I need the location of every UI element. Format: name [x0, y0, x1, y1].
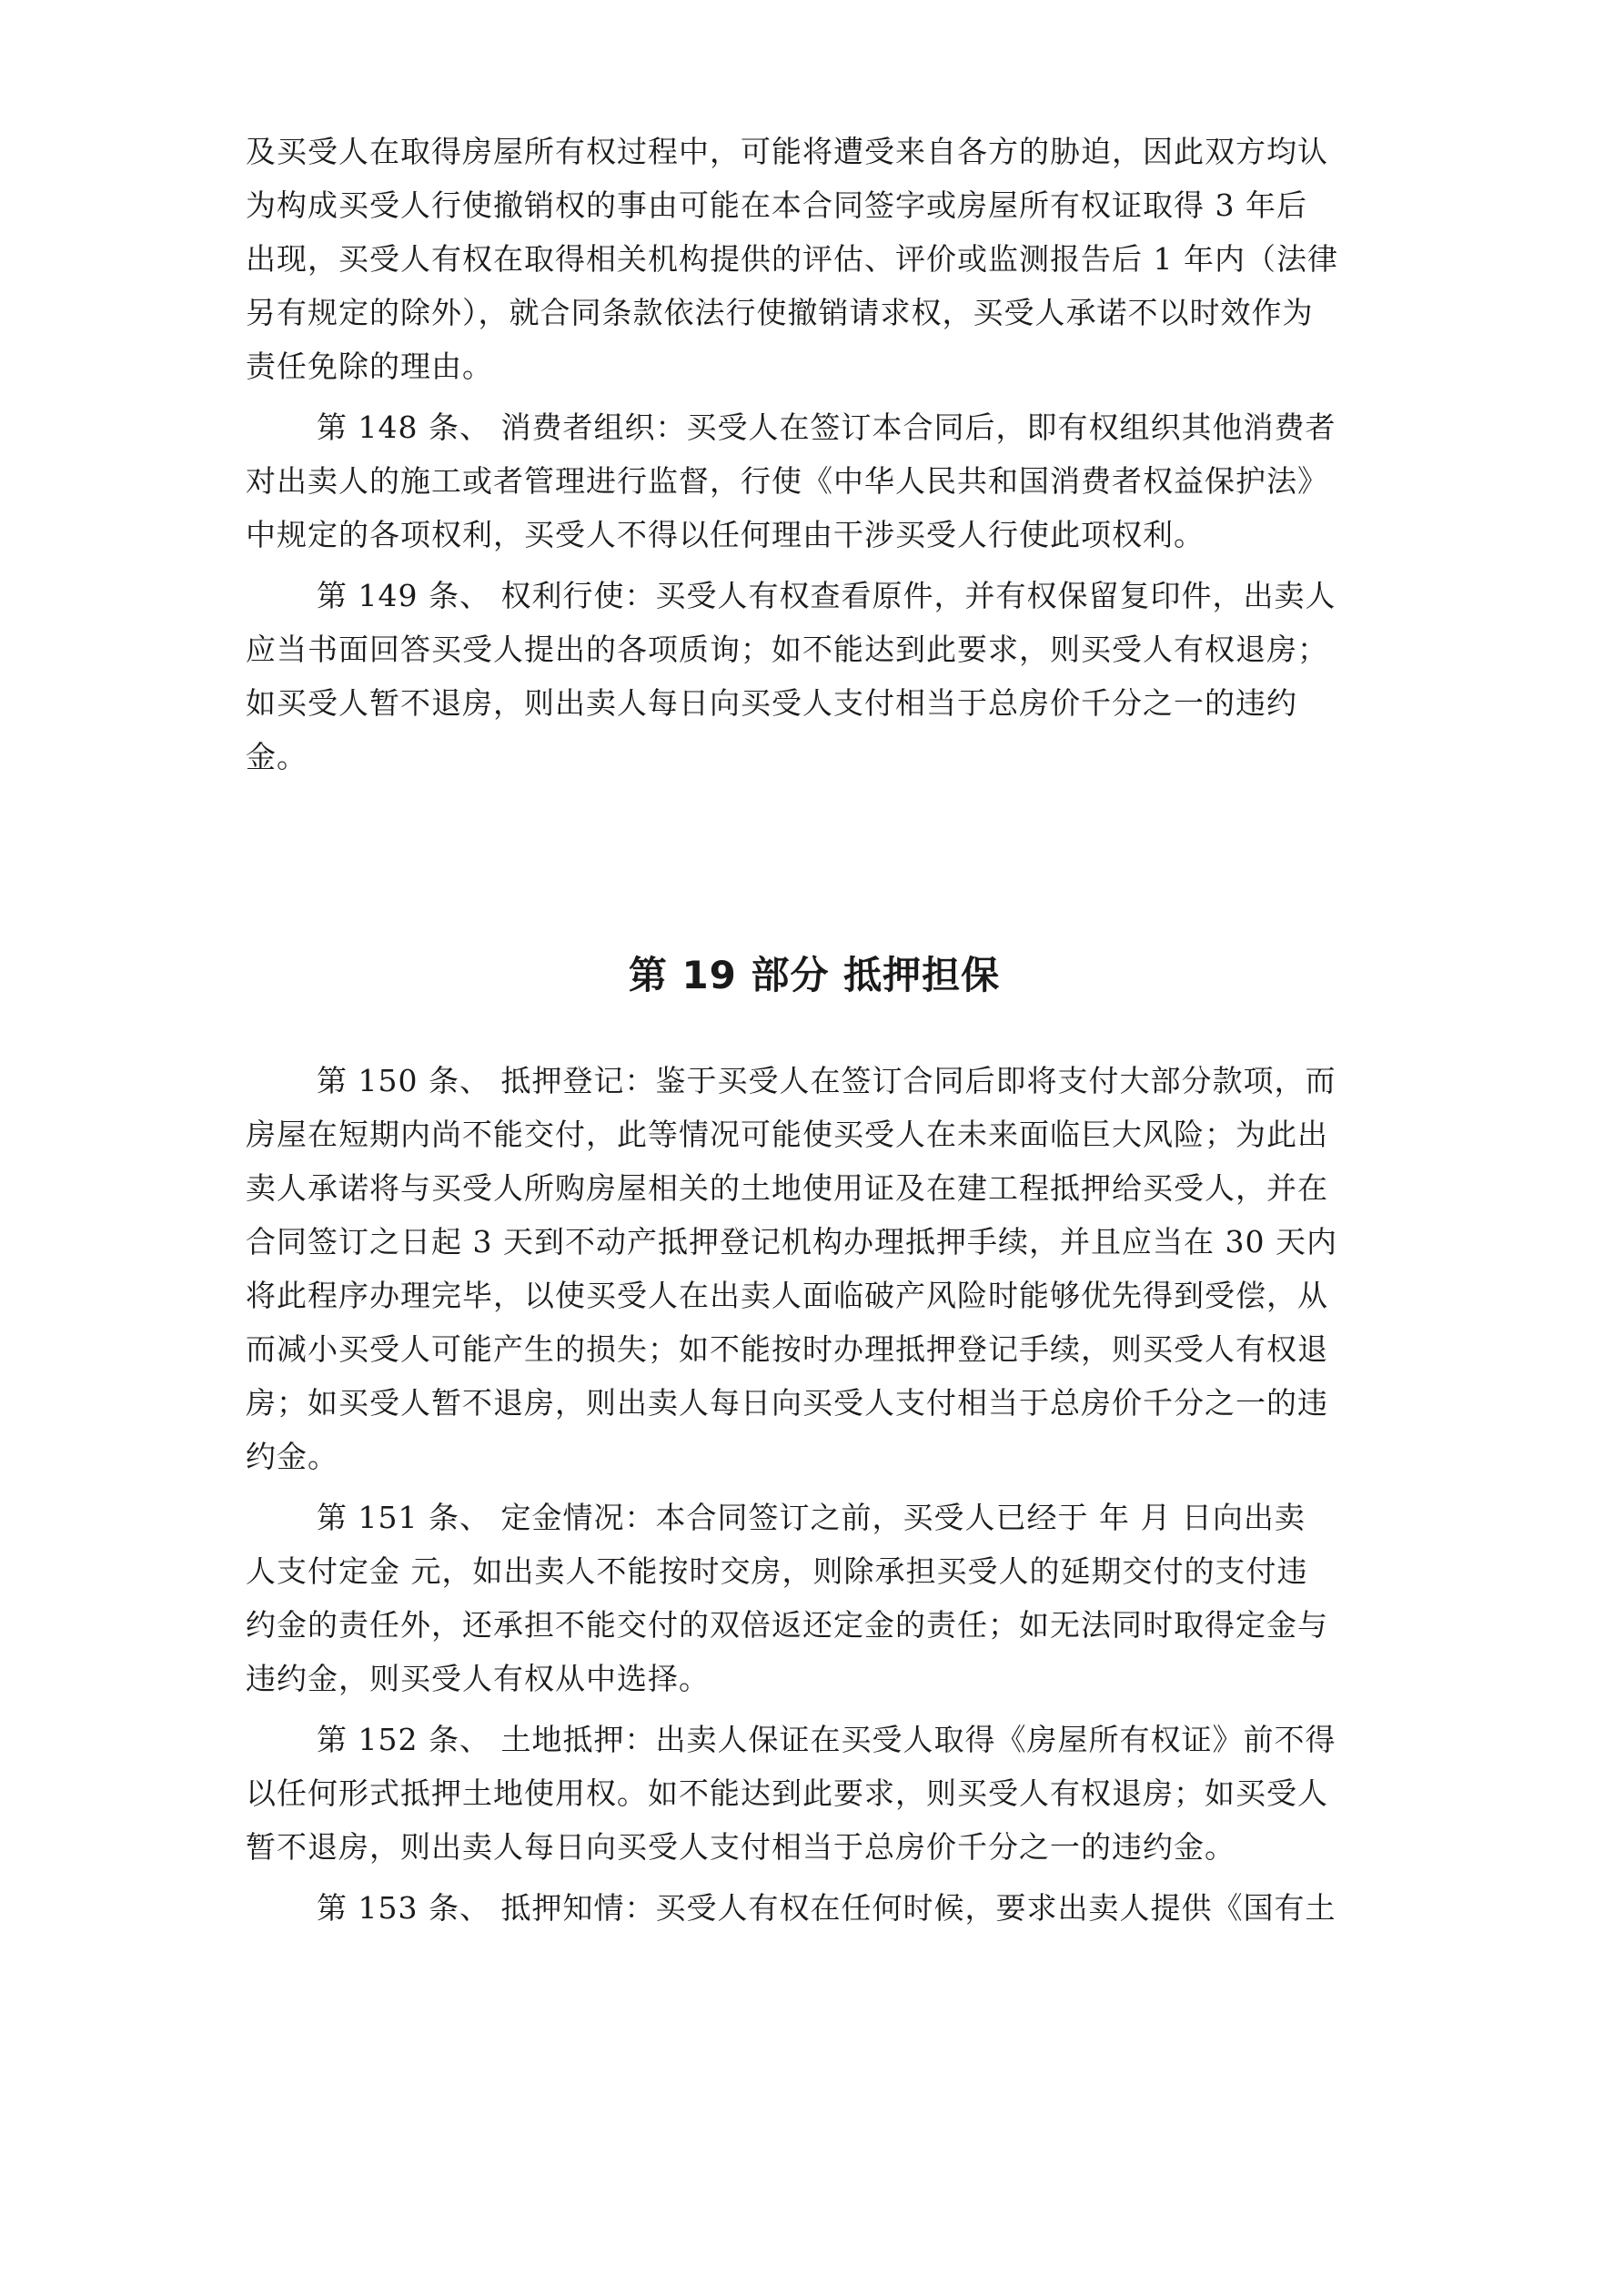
paragraph-line: 第 152 条、 土地抵押：出卖人保证在买受人取得《房屋所有权证》前不得 [317, 1722, 1337, 1757]
paragraph-line: 及买受人在取得房屋所有权过程中，可能将遭受来自各方的胁迫，因此双方均认 [246, 134, 1328, 169]
paragraph-line: 为构成买受人行使撤销权的事由可能在本合同签字或房屋所有权证取得 3 年后 [246, 187, 1307, 223]
paragraph-line: 第 148 条、 消费者组织：买受人在签订本合同后，即有权组织其他消费者 [317, 410, 1337, 445]
paragraph-line: 责任免除的理由。 [246, 349, 493, 384]
paragraph-line: 另有规定的除外），就合同条款依法行使撤销请求权，买受人承诺不以时效作为 [246, 295, 1314, 330]
article-153 [246, 1881, 1383, 1935]
paragraph-line: 卖人承诺将与买受人所购房屋相关的土地使用证及在建工程抵押给买受人，并在 [246, 1170, 1328, 1206]
paragraph-line: 金。 [246, 739, 308, 774]
paragraph-line: 合同签订之日起 3 天到不动产抵押登记机构办理抵押手续，并且应当在 30 天内 [246, 1224, 1337, 1259]
paragraph-line: 人支付定金 元，如出卖人不能按时交房，则除承担买受人的延期交付的支付违 [246, 1553, 1308, 1589]
paragraph-line: 第 151 条、 定金情况：本合同签订之前，买受人已经于 年 月 日向出卖 [317, 1500, 1306, 1535]
article-151 [246, 1491, 1383, 1705]
paragraph-line: 第 153 条、 抵押知情：买受人有权在任何时候，要求出卖人提供《国有土 [317, 1890, 1337, 1926]
section-heading: 第 19 部分 抵押担保 [628, 953, 1001, 997]
paragraph-line: 约金。 [246, 1439, 338, 1474]
paragraph-line: 房；如买受人暂不退房，则出卖人每日向买受人支付相当于总房价千分之一的违 [246, 1385, 1328, 1421]
paragraph-line: 中规定的各项权利，买受人不得以任何理由干涉买受人行使此项权利。 [246, 517, 1205, 552]
lower-text-block [246, 1054, 1383, 1935]
paragraph-line: 应当书面回答买受人提出的各项质询；如不能达到此要求，则买受人有权退房； [246, 632, 1328, 667]
paragraph-line: 以任何形式抵押土地使用权。如不能达到此要求，则买受人有权退房；如买受人 [246, 1775, 1328, 1811]
paragraph-line: 将此程序办理完毕，以使买受人在出卖人面临破产风险时能够优先得到受偿，从 [246, 1278, 1328, 1313]
paragraph-line: 约金的责任外，还承担不能交付的双倍返还定金的责任；如无法同时取得定金与 [246, 1607, 1328, 1643]
paragraph-line: 违约金，则买受人有权从中选择。 [246, 1661, 710, 1696]
article-152 [246, 1713, 1383, 1874]
article-148 [246, 400, 1383, 561]
continuation-paragraph [246, 125, 1383, 393]
article-150 [246, 1054, 1383, 1483]
article-149 [246, 569, 1383, 784]
paragraph-line: 暂不退房，则出卖人每日向买受人支付相当于总房价千分之一的违约金。 [246, 1829, 1236, 1865]
paragraph-line: 第 149 条、 权利行使：买受人有权查看原件，并有权保留复印件，出卖人 [317, 578, 1337, 613]
paragraph-line: 如买受人暂不退房，则出卖人每日向买受人支付相当于总房价千分之一的违约 [246, 685, 1297, 721]
paragraph-line: 出现，买受人有权在取得相关机构提供的评估、评价或监测报告后 1 年内（法律 [246, 241, 1338, 277]
paragraph-line: 而减小买受人可能产生的损失；如不能按时办理抵押登记手续，则买受人有权退 [246, 1331, 1328, 1367]
paragraph-line: 房屋在短期内尚不能交付，此等情况可能使买受人在未来面临巨大风险；为此出 [246, 1117, 1328, 1152]
paragraph-line: 第 150 条、 抵押登记：鉴于买受人在签订合同后即将支付大部分款项，而 [317, 1063, 1337, 1098]
upper-text-block [246, 125, 1383, 784]
paragraph-line: 对出卖人的施工或者管理进行监督，行使《中华人民共和国消费者权益保护法》 [246, 463, 1328, 499]
